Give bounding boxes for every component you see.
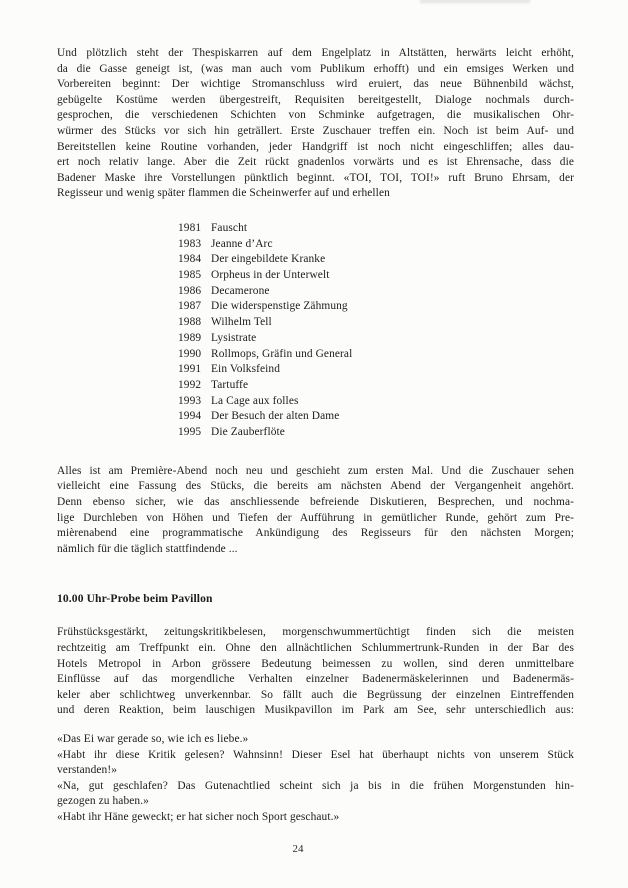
text-line: gebügelte Kostüme werden übergestreift, Requisiten bereitgestellt, Dialoge nochmals durch- bbox=[57, 93, 574, 106]
play-title: Die Zauberflöte bbox=[211, 426, 285, 439]
play-year: 1995 bbox=[178, 426, 202, 439]
play-list-row bbox=[178, 284, 574, 300]
text-line: gezogen zu haben.» bbox=[57, 795, 149, 808]
play-year: 1992 bbox=[178, 378, 202, 391]
text-line: Hotels Metropol in Arbon grössere Bedeutung beimessen zu wollen, sind deren unmittelbare bbox=[57, 657, 574, 670]
page-content bbox=[57, 46, 574, 825]
play-title: La Cage aux folles bbox=[211, 394, 299, 407]
play-list-row bbox=[178, 425, 574, 441]
play-list-row bbox=[178, 268, 574, 284]
play-year: 1986 bbox=[178, 284, 202, 297]
text-line: Badener Maske ihre Vorstellungen pünktlich beginnt. «TOI, TOI, TOI!» ruft Bruno Ehrsam, der bbox=[57, 171, 574, 184]
text-line: und deren Reaktion, beim lauschigen Musikpavillon im Park am See, sehr unterschiedlich aus: bbox=[57, 704, 574, 717]
text-line: rechtzeitig am Treffpunkt ein. Ohne den allnächtlichen Schlummertrunk-Runden in der Bar des bbox=[57, 641, 574, 654]
play-year: 1985 bbox=[178, 269, 202, 282]
play-year: 1989 bbox=[178, 331, 202, 344]
play-title: Die widerspenstige Zähmung bbox=[211, 300, 348, 313]
play-title: Tartuffe bbox=[211, 378, 249, 391]
text-line: «Das Ei war gerade so, wie ich es liebe.» bbox=[57, 732, 249, 745]
play-title: Wilhelm Tell bbox=[211, 316, 272, 329]
play-list-row bbox=[178, 378, 574, 394]
play-list-row bbox=[178, 362, 574, 378]
text-line: «Habt ihr diese Kritik gelesen? Wahnsinn! Dieser Esel hat überhaupt nichts von unserem Stück bbox=[57, 748, 574, 761]
play-list-row bbox=[178, 299, 574, 315]
play-title: Lysistrate bbox=[211, 331, 257, 344]
text-line: da die Gasse geneigt ist, (was man auch vom Publikum erhofft) und ein emsiges Werken und bbox=[57, 62, 574, 75]
morning-paragraph bbox=[57, 625, 574, 719]
section-heading: 10.00 Uhr-Probe beim Pavillon bbox=[57, 592, 213, 606]
play-list-row bbox=[178, 315, 574, 331]
text-line: «Habt ihr Häne geweckt; er hat sicher noch Sport geschaut.» bbox=[57, 810, 340, 823]
text-line: würmer des Stücks vor sich hin geträllert. Erste Zuschauer treffen ein. Noch ist beim Auf- und bbox=[57, 124, 574, 137]
play-title: Fauscht bbox=[211, 221, 248, 234]
play-year: 1984 bbox=[178, 253, 202, 266]
play-title: Rollmops, Gräfin und General bbox=[211, 347, 353, 360]
text-line: Einflüsse auf das morgendliche Verhalten einzelner Badenermäskelerinnen und Badenermäs- bbox=[57, 673, 574, 686]
play-list-row bbox=[178, 237, 574, 253]
play-list-row bbox=[178, 394, 574, 410]
play-year: 1983 bbox=[178, 237, 202, 250]
play-year: 1994 bbox=[178, 410, 202, 423]
text-line: Bereitstellen keine Routine vorhanden, jeder Handgriff ist noch nicht eingeschliffen; alles dau- bbox=[57, 140, 574, 153]
play-title: Der Besuch der alten Dame bbox=[211, 410, 340, 423]
play-title: Ein Volksfeind bbox=[211, 363, 281, 376]
text-line: lige Durchleben von Höhen und Tiefen der Aufführung in gemütlicher Runde, gehört zum Pre- bbox=[57, 511, 574, 524]
play-list-row bbox=[178, 221, 574, 237]
text-line: verstanden!» bbox=[57, 764, 118, 777]
play-year: 1993 bbox=[178, 394, 202, 407]
play-year: 1987 bbox=[178, 300, 202, 313]
intro-paragraph bbox=[57, 46, 574, 202]
dialogue-quotes bbox=[57, 732, 574, 826]
play-title: Der eingebildete Kranke bbox=[211, 253, 326, 266]
play-title: Orpheus in der Unterwelt bbox=[211, 269, 330, 282]
page-number: 24 bbox=[292, 843, 304, 855]
play-year: 1981 bbox=[178, 221, 202, 234]
play-year: 1988 bbox=[178, 316, 202, 329]
text-line: Frühstücksgestärkt, zeitungskritikbelesen, morgenschwummertüchtigt finden sich die meisten bbox=[57, 626, 574, 639]
scan-artifact bbox=[420, 0, 530, 4]
text-line: Und plötzlich steht der Thespiskarren auf dem Engelplatz in Altstätten, herwärts leicht erhöht, bbox=[57, 47, 574, 59]
text-line: vielleicht eine Fassung des Stücks, die bereits am nächsten Abend der Vergangenheit angehört. bbox=[57, 480, 574, 493]
text-line: keler aber schlichtweg unverkennbar. So fällt auch die Begrüssung der einzelnen Eintreffenden bbox=[57, 688, 574, 701]
text-line: gesprochen, die verschiedenen Schichten von Schminke aufgetragen, die musikalischen Ohr- bbox=[57, 109, 574, 122]
play-list-row bbox=[178, 409, 574, 425]
play-list bbox=[178, 221, 574, 441]
play-year: 1991 bbox=[178, 363, 202, 376]
text-line: Alles ist am Première-Abend noch neu und geschieht zum ersten Mal. Und die Zuschauer sehen bbox=[57, 464, 574, 477]
text-line: nämlich für die täglich stattfindende ... bbox=[57, 542, 238, 555]
text-line: ert noch relativ lange. Aber die Zeit rückt gnadenlos vorwärts und es ist Ehrensache, dass die bbox=[57, 156, 574, 169]
text-line: «Na, gut geschlafen? Das Gutenachtlied scheint sich ja bis in die frühen Morgenstunden hin- bbox=[57, 779, 574, 792]
premiere-paragraph bbox=[57, 464, 574, 558]
text-line: Denn ebenso sicher, wie das anschliessende befreiende Diskutieren, Besprechen, und nochma- bbox=[57, 495, 574, 508]
play-list-row bbox=[178, 347, 574, 363]
text-line: mièrenabend eine programmatische Ankündigung des Regisseurs für den nächsten Morgen; bbox=[57, 527, 574, 540]
text-line: Regisseur und wenig später flammen die Scheinwerfer auf und erhellen bbox=[57, 187, 390, 200]
play-list-row bbox=[178, 252, 574, 268]
play-list-row bbox=[178, 331, 574, 347]
text-line: Vorbereiten beginnt: Der wichtige Stromanschluss wird eruiert, das neue Bühnenbild wächst, bbox=[57, 78, 574, 91]
play-title: Jeanne d’Arc bbox=[211, 237, 273, 250]
play-title: Decamerone bbox=[211, 284, 270, 297]
play-year: 1990 bbox=[178, 347, 202, 360]
